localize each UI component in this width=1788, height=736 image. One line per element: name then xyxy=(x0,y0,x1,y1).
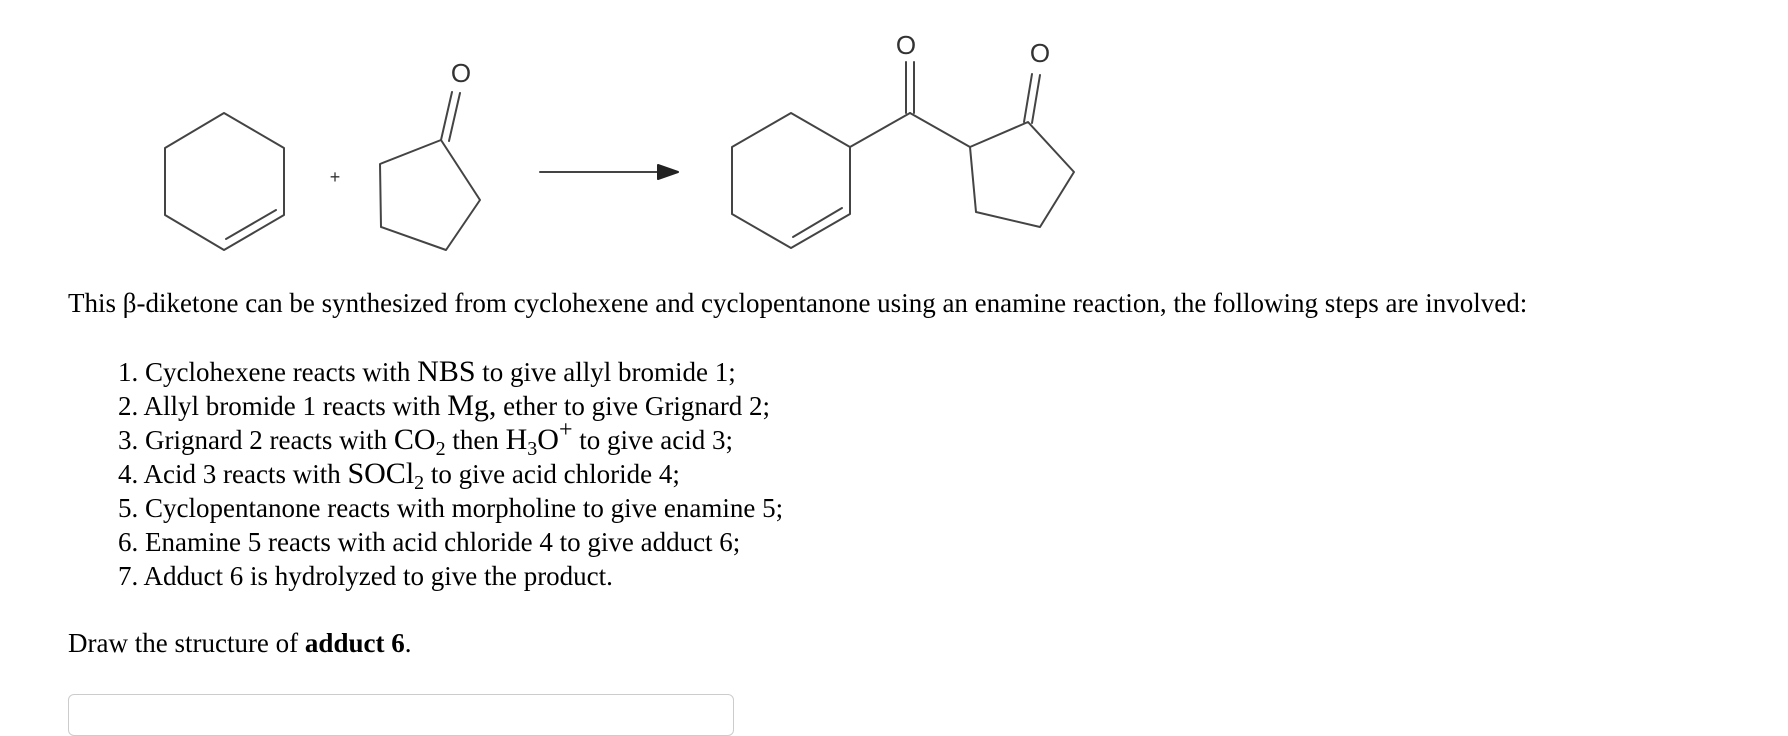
reagent-nbs: NBS xyxy=(417,355,476,388)
reagent-h3o-plus: $H_3O^+$ xyxy=(505,417,573,460)
steps-list xyxy=(118,355,783,593)
cyclopentanone-structure xyxy=(380,58,480,250)
intro-text: This β-diketone can be synthesized from cyclohexene and cyclopentanone using an enamine reaction, the following steps are involved: xyxy=(68,288,1528,318)
reagent-co2: $CO_2$ xyxy=(393,423,446,460)
list-item: 4. Acid 3 reacts with SOCl$_2$ to give acid chloride 4; xyxy=(118,457,680,494)
list-item: 5. Cyclopentanone reacts with morpholine to give enamine 5; xyxy=(118,493,784,523)
list-item: 6. Enamine 5 reacts with acid chloride 4 to give adduct 6; xyxy=(118,527,741,557)
list-item: 3. Grignard 2 reacts with $CO_2$ then $H_3O^+$ to give acid 3; xyxy=(118,417,733,460)
reagent-mg: Mg, xyxy=(447,389,497,422)
plus-sign: + xyxy=(329,167,341,187)
oxygen-label: O xyxy=(895,30,917,60)
list-item: 1. Cyclohexene reacts with NBS to give allyl bromide 1; xyxy=(118,355,736,388)
reaction-arrow xyxy=(540,165,678,179)
cyclohexene-structure xyxy=(165,113,284,250)
oxygen-label: O xyxy=(450,58,472,88)
prompt-bold-term: adduct 6 xyxy=(304,628,405,658)
reagent-socl2: SOCl$_2$ xyxy=(347,457,425,494)
product-structure xyxy=(732,30,1074,248)
list-item: 7. Adduct 6 is hydrolyzed to give the product. xyxy=(118,561,613,591)
oxygen-label: O xyxy=(1029,38,1051,68)
list-item: 2. Allyl bromide 1 reacts with Mg, ether to give Grignard 2; xyxy=(118,389,771,422)
reaction-scheme xyxy=(0,0,1788,270)
drawing-answer-area[interactable] xyxy=(68,694,734,736)
question-prompt: Draw the structure of adduct 6. xyxy=(68,628,412,658)
